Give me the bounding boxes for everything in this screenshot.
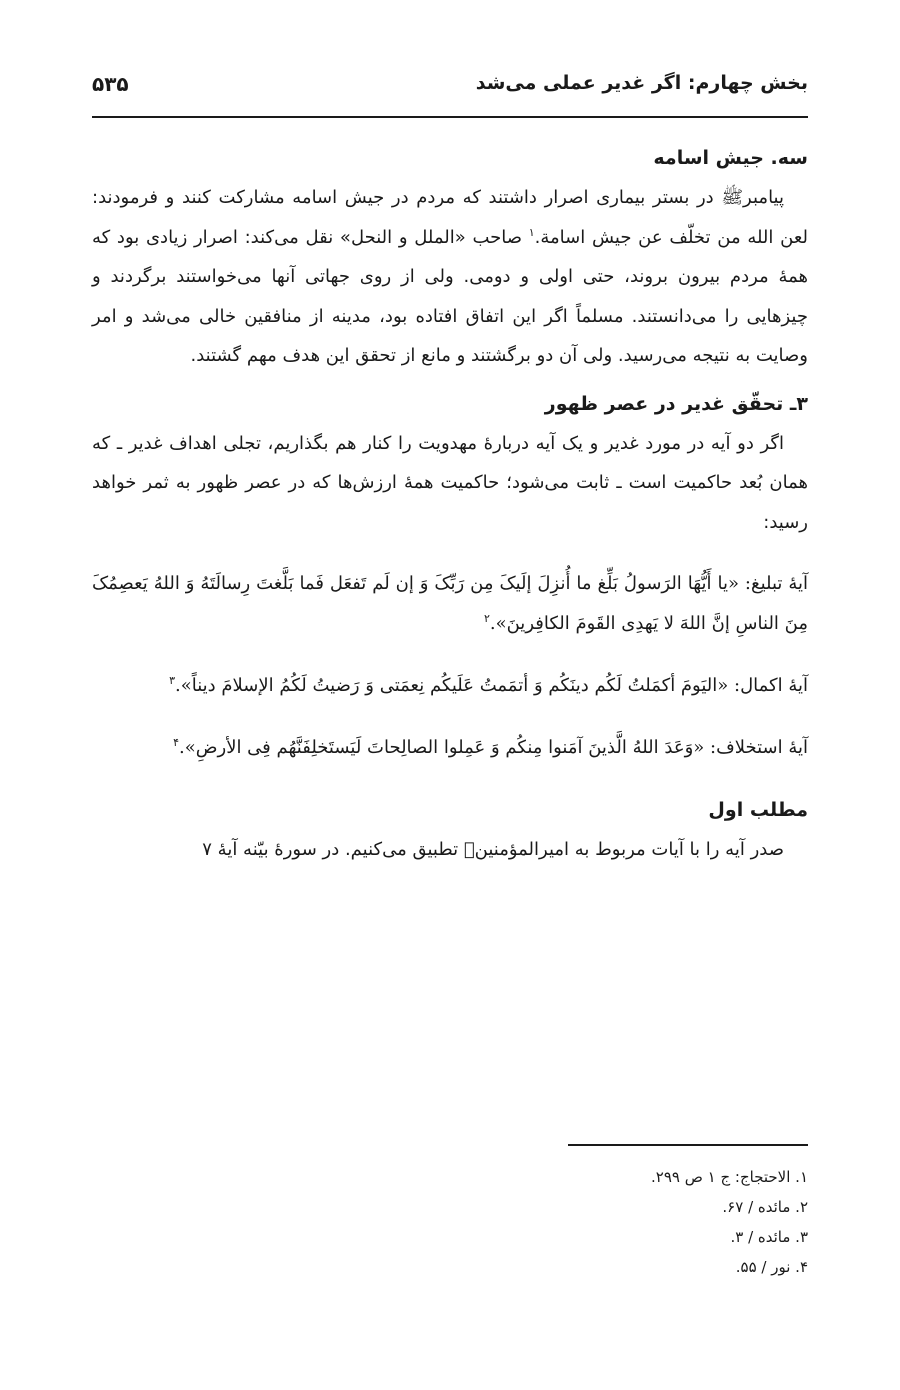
- footnote-4: ۴. نور / ۵۵.: [735, 1258, 808, 1276]
- footnote-ref-1: ۱: [528, 225, 535, 239]
- footnote-2: ۲. مائده / ۶۷.: [722, 1198, 808, 1216]
- paragraph-text-cont: صاحب «الملل و النحل» نقل می‌کند: اصرار زیادی بود که همهٔ مردم بیرون بروند، حتی اولی و دومی. ولی از روی جهاتی آنها می‌خواستند برگردند و چیزهایی را می‌دانستند. مسلماً اگر این اتفاق افتاده بود، مدینه از منافقین خالی می‌شد و امر وصایت به نتیجه می‌رسید. ولی آن دو برگشتند و مانع از تحقق این هدف مهم گشتند.: [92, 226, 808, 366]
- page-number: ۵۳۵: [92, 72, 129, 96]
- footnote-1: ۱. الاحتجاج: ج ۱ ص ۲۹۹.: [650, 1168, 808, 1186]
- paragraph-usama-army: [92, 178, 808, 376]
- paragraph-first-point: صدر آیه را با آیات مربوط به امیرالمؤمنینؑ تطبیق می‌کنیم. در سورهٔ بیّنه آیهٔ ۷: [202, 839, 784, 860]
- verse-ikmal: [92, 666, 808, 706]
- running-title: بخش چهارم: اگر غدیر عملی می‌شد: [475, 72, 808, 94]
- verse-istikhlaf: [92, 728, 808, 768]
- verse-text: آیهٔ استخلاف: «وَعَدَ اللهُ الَّذینَ آمَنوا مِنکُم وَ عَمِلوا الصالِحاتَ لَیَستَخلِفَنَّهُم فِی الأرضِ».: [179, 737, 808, 758]
- footnote-ref-3: ۳: [169, 674, 175, 687]
- section-heading-first-point: مطلب اول: [708, 799, 808, 821]
- footnote-rule: [568, 1144, 808, 1146]
- page-body: [92, 138, 808, 870]
- verse-text: آیهٔ اکمال: «الیَومَ أکمَلتُ لَکُم دینَکُم وَ أتمَمتُ عَلَیکُم نِعمَتی وَ رَضیتُ لَکُمُ الإسلامَ دیناً».: [175, 675, 808, 696]
- page-header: [92, 72, 808, 106]
- paragraph-text: پیامبرﷺ در بستر بیماری اصرار داشتند که مردم در جیش اسامه مشارکت کنند و فرمودند: لعن الله من تخلّف عن جیش اسامة.: [92, 187, 808, 248]
- header-rule: [92, 116, 808, 118]
- footnote-ref-4: ۴: [173, 736, 179, 749]
- footnote-3: ۳. مائده / ۳.: [730, 1228, 808, 1246]
- footnote-ref-2: ۲: [483, 612, 490, 625]
- verse-tabligh: [92, 564, 808, 644]
- paragraph-ghadir-zuhur: اگر دو آیه در مورد غدیر و یک آیه دربارهٔ مهدویت را کنار هم بگذاریم، تجلی اهداف غدیر ـ که همان بُعد حاکمیت است ـ ثابت می‌شود؛ حاکمیت همهٔ ارزش‌ها که در عصر ظهور به ثمر خواهد رسید:: [92, 432, 808, 533]
- section-heading-usama-army: سه. جیش اسامه: [653, 147, 808, 169]
- section-heading-ghadir-zuhur: ۳ـ تحقّق غدیر در عصر ظهور: [544, 392, 808, 415]
- book-page: [92, 0, 808, 1390]
- footnotes: [92, 1162, 808, 1282]
- verse-text: آیهٔ تبلیغ: «یا أَیُّهَا الرَسولُ بَلِّغ ما أُنزِلَ إلَیکَ مِن رَبِّکَ وَ إن لَم تَفعَل فَما بَلَّغتَ رِسالَتَهُ وَ اللهُ یَعصِمُکَ مِنَ الناسِ إنَّ اللهَ لا یَهدِی القَومَ الکافِرینَ».: [92, 573, 808, 634]
